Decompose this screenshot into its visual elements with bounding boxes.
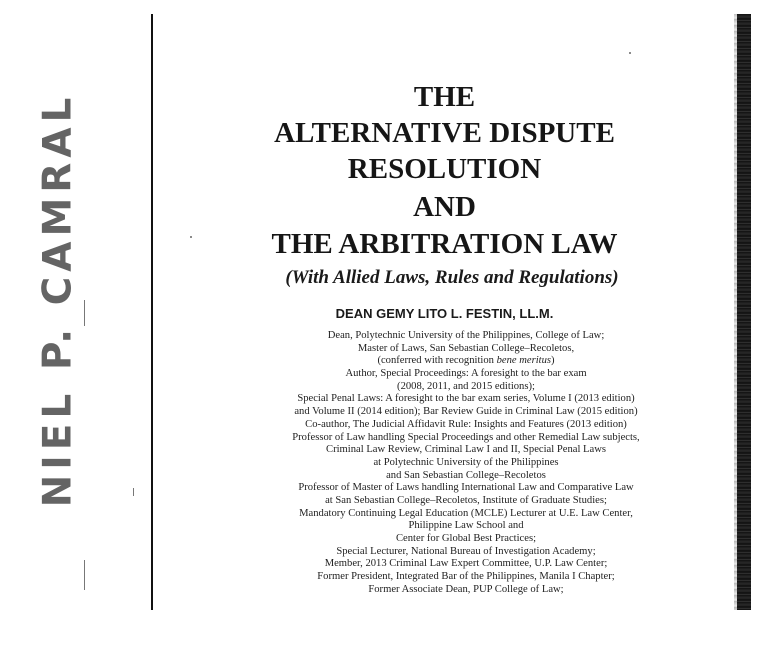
credential-text: ) [551, 355, 555, 367]
scan-mark [84, 300, 85, 326]
book-title [152, 116, 737, 150]
right-edge-binding [737, 14, 751, 610]
title-line-3: RESOLUTION [347, 153, 542, 185]
title-line-4: AND [413, 191, 476, 223]
credential-line: Special Lecturer, National Bureau of Investigation Academy; [336, 545, 596, 557]
credential-line: at San Sebastian College–Recoletos, Institute of Graduate Studies; [325, 494, 607, 506]
author-credentials [196, 330, 736, 596]
credential-line: Dean, Polytechnic University of the Philippines, College of Law; [327, 330, 605, 341]
book-title [152, 152, 737, 186]
title-line-2: ALTERNATIVE DISPUTE [274, 117, 615, 149]
book-title [152, 227, 737, 261]
author-name: DEAN GEMY LITO L. FESTIN, LL.M. [335, 306, 554, 321]
title-line-5: THE ARBITRATION LAW [271, 228, 618, 260]
credential-line: Philippine Law School and [408, 520, 524, 532]
scan-mark [84, 560, 85, 590]
credential-line: and San Sebastian College–Recoletos [386, 469, 546, 481]
credential-line: Center for Global Best Practices; [395, 533, 537, 544]
credential-line: Professor of Master of Laws handling International Law and Comparative Law [298, 482, 634, 494]
book-title [152, 80, 737, 114]
credential-line: Former President, Integrated Bar of the Philippines, Manila I Chapter; [317, 571, 615, 583]
scan-mark [133, 488, 134, 496]
credential-line: Professor of Law handling Special Proceedings and other Remedial Law subjects, [292, 431, 640, 443]
credential-line [196, 355, 736, 368]
book-title [152, 190, 737, 224]
speck [629, 52, 631, 54]
credential-text: (conferred with recognition [377, 355, 497, 367]
credential-line: Criminal Law Review, Criminal Law I and II, Special Penal Laws [326, 444, 606, 456]
credential-line: Co-author, The Judicial Affidavit Rule: Insights and Features (2013 edition) [305, 418, 627, 430]
spine-stamp: NIEL P. CAMRAL [35, 92, 81, 508]
credential-line: Former Associate Dean, PUP College of Law; [368, 583, 564, 595]
credential-line: Master of Laws, San Sebastian College–Recoletos, [357, 342, 575, 354]
credential-line: Mandatory Continuing Legal Education (MCLE) Lecturer at U.E. Law Center, [299, 507, 633, 519]
title-line-1: THE [413, 81, 476, 113]
book-subtitle: (With Allied Laws, Rules and Regulations) [285, 267, 619, 288]
left-margin [0, 0, 152, 610]
credential-line: and Volume II (2014 edition); Bar Review Guide in Criminal Law (2015 edition) [294, 406, 638, 418]
credential-line: Special Penal Laws: A foresight to the bar exam series, Volume I (2013 edition) [297, 393, 635, 405]
credential-line: Member, 2013 Criminal Law Expert Committee, U.P. Law Center; [324, 558, 608, 570]
credential-line: (2008, 2011, and 2015 editions); [397, 380, 535, 392]
credential-emphasis: bene meritus [496, 355, 552, 367]
credential-line: at Polytechnic University of the Philippines [373, 456, 559, 468]
credential-line: Author, Special Proceedings: A foresight to the bar exam [345, 368, 587, 380]
